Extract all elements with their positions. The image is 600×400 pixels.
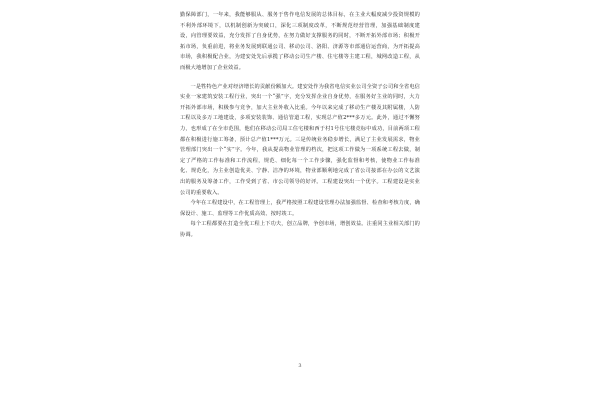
paragraph-1: 勤保障部门，一年来，我能够服从、服务于售作电信发展的总体目标，在主业大幅度减少投资规模的不利外部环境下，以机制创新为突破口，深化三项制度改革，不断规范经营管理，加强基础制度建设，向管理要效益，充分发挥了自身优势，在努力做好支撑服务的同时，不断开拓外部市场；积极开拓市场，负重前进，将业务发展到联通公司、移动公司、洛阳、济源等市部通信运营商，为开拓提高市场，我积极配合业，为建安处先后承揽了移动公司生产楼、住宅楼等主建工程，城网改造工程，从而极大地增加了企业效益。 xyxy=(180,12,420,71)
paragraph-4: 每个工程都要在打造全优工程上下功夫，创立品牌，争创市场，增创效益。注重同主业相关部门的协调。 xyxy=(180,221,421,238)
page-number: 3 xyxy=(298,363,302,369)
paragraph-gap xyxy=(180,74,420,82)
body-text xyxy=(180,10,420,240)
paragraph-3: 今年在工程建设中，在工程管理上，我严格按照工程建设管理办法加强监督、检查和考核力度，确保设计、施工、监理等工作优质高效、按时竣工。 xyxy=(180,200,421,217)
paragraph-2: 一是牲特色产业对经济增长的贡献份额加大。建安处作为我省电信实业公司全资子公司和全省电信实业一家建筑安装工程行业，突出一个“强”字，充分发挥企业自身优势，在服务好主业的同时，大力开拓外部市场，积极参与竞争，加大主业外收入比重。今年以来完成了移动生产楼及其附属楼，人防工程以及多万工地建设，多项安装装饰、通信管道工程，实现总产值2***多万元。此外，通过不懈努力，也形成了在全市范围，他们在移动公司局工住宅楼和西于村1号住宅楼竞标中成功，目前两项工程都在积极进行施工筹备，预计总产值1***万元。三是传统业务稳步增长，满足了主业发展需求，物业管理部门突出一个“实”字。今年，我从提高物业管理的档次，把这项工作做为一项系统工程去做，制定了严格的工作标准和工作流程，规范、细化每一个工作步骤，强化监督和考核，使物业工作标准化、规范化，为主业创造优美、宁静、洁净的环境，物业部顺利地完成了省公司接部在办公的文艺演出的服务及筹备工作，工作受到了省、市公司领导的好评。工程建设突出一个优字。工程建设是实业公司的重要收入。 xyxy=(180,83,421,196)
